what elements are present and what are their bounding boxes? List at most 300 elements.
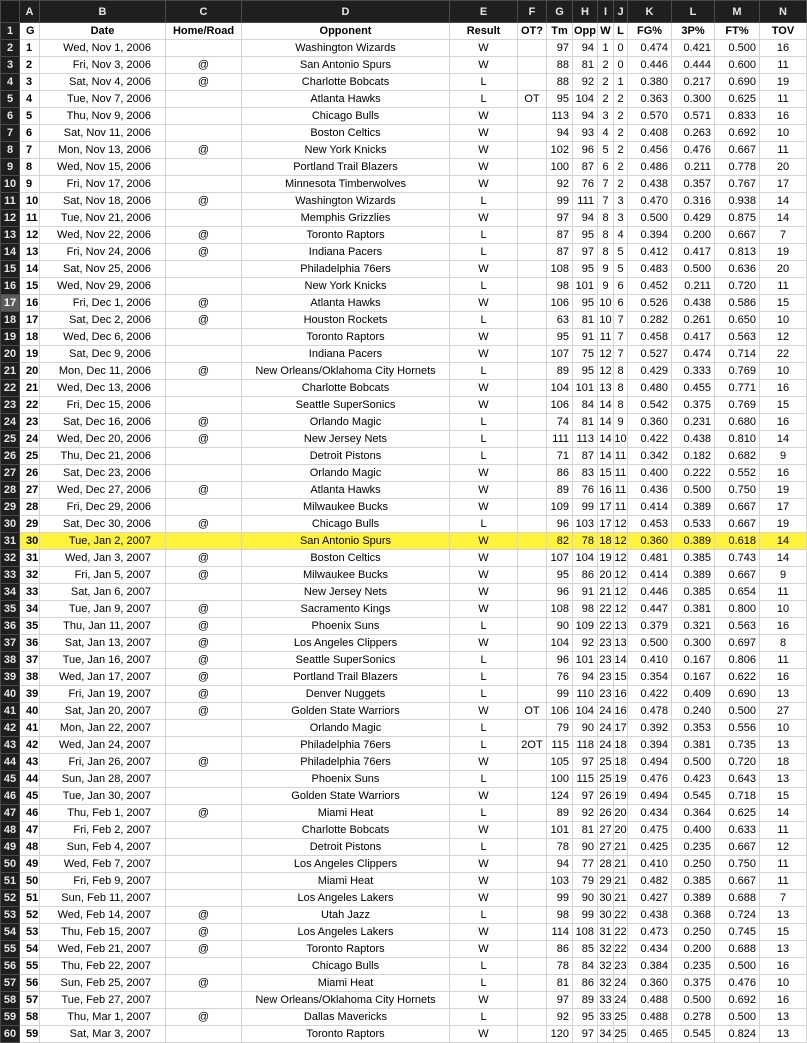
cell-f13[interactable] [518,227,547,244]
cell-g5[interactable]: 95 [547,91,573,108]
cell-d11[interactable]: Washington Wizards [242,193,450,210]
cell-d29[interactable]: Milwaukee Bucks [242,499,450,516]
cell-j50[interactable]: 21 [614,856,628,873]
cell-a51[interactable]: 50 [20,873,40,890]
cell-g60[interactable]: 120 [547,1026,573,1043]
cell-d58[interactable]: New Orleans/Oklahoma City Hornets [242,992,450,1009]
cell-m39[interactable]: 0.622 [715,669,760,686]
cell-e20[interactable]: W [450,346,518,363]
cell-e4[interactable]: L [450,74,518,91]
cell-n52[interactable]: 7 [760,890,807,907]
cell-d25[interactable]: New Jersey Nets [242,431,450,448]
cell-n29[interactable]: 17 [760,499,807,516]
cell-g53[interactable]: 98 [547,907,573,924]
cell-n23[interactable]: 15 [760,397,807,414]
cell-k4[interactable]: 0.380 [628,74,672,91]
cell-a34[interactable]: 33 [20,584,40,601]
cell-i52[interactable]: 30 [598,890,614,907]
cell-g16[interactable]: 98 [547,278,573,295]
cell-e55[interactable]: W [450,941,518,958]
cell-f19[interactable] [518,329,547,346]
cell-d56[interactable]: Chicago Bulls [242,958,450,975]
cell-g29[interactable]: 109 [547,499,573,516]
cell-j17[interactable]: 6 [614,295,628,312]
cell-d48[interactable]: Charlotte Bobcats [242,822,450,839]
cell-f25[interactable] [518,431,547,448]
cell-g6[interactable]: 113 [547,108,573,125]
cell-g59[interactable]: 92 [547,1009,573,1026]
cell-h15[interactable]: 95 [573,261,598,278]
cell-k17[interactable]: 0.526 [628,295,672,312]
cell-d24[interactable]: Orlando Magic [242,414,450,431]
row-header[interactable]: 49 [1,839,20,856]
cell-h40[interactable]: 110 [573,686,598,703]
cell-d14[interactable]: Indiana Pacers [242,244,450,261]
cell-b37[interactable]: Sat, Jan 13, 2007 [40,635,166,652]
cell-i36[interactable]: 22 [598,618,614,635]
cell-a60[interactable]: 59 [20,1026,40,1043]
cell-n50[interactable]: 11 [760,856,807,873]
row-header[interactable]: 3 [1,57,20,74]
cell-k26[interactable]: 0.342 [628,448,672,465]
cell-e38[interactable]: L [450,652,518,669]
cell-k60[interactable]: 0.465 [628,1026,672,1043]
cell-l21[interactable]: 0.333 [672,363,715,380]
cell-g55[interactable]: 86 [547,941,573,958]
cell-h50[interactable]: 77 [573,856,598,873]
cell-b13[interactable]: Wed, Nov 22, 2006 [40,227,166,244]
cell-n44[interactable]: 18 [760,754,807,771]
cell-k13[interactable]: 0.394 [628,227,672,244]
cell-e46[interactable]: W [450,788,518,805]
cell-g33[interactable]: 95 [547,567,573,584]
cell-g47[interactable]: 89 [547,805,573,822]
cell-f4[interactable] [518,74,547,91]
cell-l47[interactable]: 0.364 [672,805,715,822]
cell-b58[interactable]: Tue, Feb 27, 2007 [40,992,166,1009]
row-header[interactable]: 45 [1,771,20,788]
cell-m31[interactable]: 0.618 [715,533,760,550]
cell-j38[interactable]: 14 [614,652,628,669]
cell-n20[interactable]: 22 [760,346,807,363]
cell-g54[interactable]: 114 [547,924,573,941]
cell-l14[interactable]: 0.417 [672,244,715,261]
cell-l35[interactable]: 0.381 [672,601,715,618]
cell-k35[interactable]: 0.447 [628,601,672,618]
cell-e10[interactable]: W [450,176,518,193]
cell-d4[interactable]: Charlotte Bobcats [242,74,450,91]
cell-b36[interactable]: Thu, Jan 11, 2007 [40,618,166,635]
cell-e60[interactable]: W [450,1026,518,1043]
cell-c37[interactable]: @ [166,635,242,652]
cell-a54[interactable]: 53 [20,924,40,941]
cell-h48[interactable]: 81 [573,822,598,839]
cell-l4[interactable]: 0.217 [672,74,715,91]
cell-m50[interactable]: 0.750 [715,856,760,873]
cell-h30[interactable]: 103 [573,516,598,533]
cell-a16[interactable]: 15 [20,278,40,295]
cell-m43[interactable]: 0.735 [715,737,760,754]
row-header[interactable]: 30 [1,516,20,533]
cell-e21[interactable]: L [450,363,518,380]
cell-k39[interactable]: 0.354 [628,669,672,686]
row-header[interactable]: 6 [1,108,20,125]
cell-n1[interactable]: TOV [760,23,807,40]
cell-m12[interactable]: 0.875 [715,210,760,227]
cell-d60[interactable]: Toronto Raptors [242,1026,450,1043]
cell-l8[interactable]: 0.476 [672,142,715,159]
cell-d53[interactable]: Utah Jazz [242,907,450,924]
cell-f55[interactable] [518,941,547,958]
cell-a57[interactable]: 56 [20,975,40,992]
cell-h39[interactable]: 94 [573,669,598,686]
cell-l41[interactable]: 0.240 [672,703,715,720]
cell-c15[interactable] [166,261,242,278]
cell-m36[interactable]: 0.563 [715,618,760,635]
cell-e16[interactable]: L [450,278,518,295]
cell-g20[interactable]: 107 [547,346,573,363]
row-header[interactable]: 34 [1,584,20,601]
row-header[interactable]: 23 [1,397,20,414]
row-header[interactable]: 16 [1,278,20,295]
cell-h47[interactable]: 92 [573,805,598,822]
cell-b60[interactable]: Sat, Mar 3, 2007 [40,1026,166,1043]
cell-j26[interactable]: 11 [614,448,628,465]
cell-k48[interactable]: 0.475 [628,822,672,839]
cell-m46[interactable]: 0.718 [715,788,760,805]
cell-i43[interactable]: 24 [598,737,614,754]
cell-l23[interactable]: 0.375 [672,397,715,414]
cell-f29[interactable] [518,499,547,516]
cell-g35[interactable]: 108 [547,601,573,618]
cell-j12[interactable]: 3 [614,210,628,227]
cell-m4[interactable]: 0.690 [715,74,760,91]
cell-g37[interactable]: 104 [547,635,573,652]
cell-e47[interactable]: L [450,805,518,822]
cell-a41[interactable]: 40 [20,703,40,720]
row-header[interactable]: 33 [1,567,20,584]
cell-e32[interactable]: W [450,550,518,567]
cell-i19[interactable]: 11 [598,329,614,346]
cell-k44[interactable]: 0.494 [628,754,672,771]
cell-d28[interactable]: Atlanta Hawks [242,482,450,499]
cell-d57[interactable]: Miami Heat [242,975,450,992]
row-header[interactable]: 59 [1,1009,20,1026]
cell-k47[interactable]: 0.434 [628,805,672,822]
cell-k52[interactable]: 0.427 [628,890,672,907]
cell-k5[interactable]: 0.363 [628,91,672,108]
cell-h60[interactable]: 97 [573,1026,598,1043]
row-header[interactable]: 18 [1,312,20,329]
cell-n46[interactable]: 15 [760,788,807,805]
cell-n12[interactable]: 14 [760,210,807,227]
cell-k8[interactable]: 0.456 [628,142,672,159]
cell-e12[interactable]: W [450,210,518,227]
cell-j47[interactable]: 20 [614,805,628,822]
cell-e23[interactable]: W [450,397,518,414]
row-header[interactable]: 1 [1,23,20,40]
cell-c40[interactable]: @ [166,686,242,703]
cell-e50[interactable]: W [450,856,518,873]
cell-n13[interactable]: 7 [760,227,807,244]
cell-i34[interactable]: 21 [598,584,614,601]
cell-l45[interactable]: 0.423 [672,771,715,788]
cell-l24[interactable]: 0.231 [672,414,715,431]
cell-k46[interactable]: 0.494 [628,788,672,805]
cell-l25[interactable]: 0.438 [672,431,715,448]
cell-n15[interactable]: 20 [760,261,807,278]
cell-d19[interactable]: Toronto Raptors [242,329,450,346]
cell-k19[interactable]: 0.458 [628,329,672,346]
cell-c11[interactable]: @ [166,193,242,210]
cell-e2[interactable]: W [450,40,518,57]
cell-f5[interactable]: OT [518,91,547,108]
cell-b1[interactable]: Date [40,23,166,40]
cell-j55[interactable]: 22 [614,941,628,958]
cell-k7[interactable]: 0.408 [628,125,672,142]
cell-l12[interactable]: 0.429 [672,210,715,227]
cell-m52[interactable]: 0.688 [715,890,760,907]
cell-i18[interactable]: 10 [598,312,614,329]
cell-h36[interactable]: 109 [573,618,598,635]
cell-a46[interactable]: 45 [20,788,40,805]
cell-i16[interactable]: 9 [598,278,614,295]
cell-b34[interactable]: Sat, Jan 6, 2007 [40,584,166,601]
cell-g14[interactable]: 87 [547,244,573,261]
cell-d20[interactable]: Indiana Pacers [242,346,450,363]
cell-m51[interactable]: 0.667 [715,873,760,890]
cell-h16[interactable]: 101 [573,278,598,295]
row-header[interactable]: 8 [1,142,20,159]
row-header[interactable]: 47 [1,805,20,822]
cell-j14[interactable]: 5 [614,244,628,261]
cell-f11[interactable] [518,193,547,210]
cell-i23[interactable]: 14 [598,397,614,414]
cell-l59[interactable]: 0.278 [672,1009,715,1026]
cell-b16[interactable]: Wed, Nov 29, 2006 [40,278,166,295]
cell-j22[interactable]: 8 [614,380,628,397]
cell-j9[interactable]: 2 [614,159,628,176]
cell-l15[interactable]: 0.500 [672,261,715,278]
cell-e35[interactable]: W [450,601,518,618]
cell-h44[interactable]: 97 [573,754,598,771]
cell-c5[interactable] [166,91,242,108]
cell-h58[interactable]: 89 [573,992,598,1009]
cell-h20[interactable]: 75 [573,346,598,363]
column-header-j[interactable]: J [614,1,628,23]
cell-i4[interactable]: 2 [598,74,614,91]
cell-f50[interactable] [518,856,547,873]
cell-c2[interactable] [166,40,242,57]
cell-l1[interactable]: 3P% [672,23,715,40]
cell-m25[interactable]: 0.810 [715,431,760,448]
cell-l52[interactable]: 0.389 [672,890,715,907]
cell-h25[interactable]: 113 [573,431,598,448]
cell-e27[interactable]: W [450,465,518,482]
cell-a20[interactable]: 19 [20,346,40,363]
cell-n25[interactable]: 14 [760,431,807,448]
cell-l27[interactable]: 0.222 [672,465,715,482]
cell-h54[interactable]: 108 [573,924,598,941]
cell-m20[interactable]: 0.714 [715,346,760,363]
cell-n27[interactable]: 16 [760,465,807,482]
cell-m30[interactable]: 0.667 [715,516,760,533]
cell-m16[interactable]: 0.720 [715,278,760,295]
cell-k14[interactable]: 0.412 [628,244,672,261]
cell-f49[interactable] [518,839,547,856]
cell-j39[interactable]: 15 [614,669,628,686]
cell-h55[interactable]: 85 [573,941,598,958]
cell-a28[interactable]: 27 [20,482,40,499]
cell-j46[interactable]: 19 [614,788,628,805]
cell-i9[interactable]: 6 [598,159,614,176]
row-header[interactable]: 53 [1,907,20,924]
column-header-e[interactable]: E [450,1,518,23]
cell-e30[interactable]: L [450,516,518,533]
cell-m27[interactable]: 0.552 [715,465,760,482]
cell-m23[interactable]: 0.769 [715,397,760,414]
cell-a6[interactable]: 5 [20,108,40,125]
cell-f48[interactable] [518,822,547,839]
cell-m10[interactable]: 0.767 [715,176,760,193]
cell-l32[interactable]: 0.385 [672,550,715,567]
cell-b12[interactable]: Tue, Nov 21, 2006 [40,210,166,227]
cell-c47[interactable]: @ [166,805,242,822]
cell-b52[interactable]: Sun, Feb 11, 2007 [40,890,166,907]
cell-c52[interactable] [166,890,242,907]
cell-e14[interactable]: L [450,244,518,261]
cell-e51[interactable]: W [450,873,518,890]
cell-i6[interactable]: 3 [598,108,614,125]
cell-k29[interactable]: 0.414 [628,499,672,516]
cell-f51[interactable] [518,873,547,890]
cell-c34[interactable] [166,584,242,601]
row-header[interactable]: 19 [1,329,20,346]
cell-l19[interactable]: 0.417 [672,329,715,346]
cell-i46[interactable]: 26 [598,788,614,805]
cell-c60[interactable] [166,1026,242,1043]
cell-n47[interactable]: 14 [760,805,807,822]
cell-a25[interactable]: 24 [20,431,40,448]
cell-i56[interactable]: 32 [598,958,614,975]
cell-a15[interactable]: 14 [20,261,40,278]
cell-k56[interactable]: 0.384 [628,958,672,975]
cell-e19[interactable]: W [450,329,518,346]
row-header[interactable]: 7 [1,125,20,142]
cell-a32[interactable]: 31 [20,550,40,567]
cell-h42[interactable]: 90 [573,720,598,737]
cell-c42[interactable] [166,720,242,737]
cell-h49[interactable]: 90 [573,839,598,856]
cell-f6[interactable] [518,108,547,125]
cell-b41[interactable]: Sat, Jan 20, 2007 [40,703,166,720]
row-header[interactable]: 29 [1,499,20,516]
cell-a42[interactable]: 41 [20,720,40,737]
cell-b42[interactable]: Mon, Jan 22, 2007 [40,720,166,737]
cell-l13[interactable]: 0.200 [672,227,715,244]
cell-i31[interactable]: 18 [598,533,614,550]
column-header-d[interactable]: D [242,1,450,23]
cell-n41[interactable]: 27 [760,703,807,720]
cell-j21[interactable]: 8 [614,363,628,380]
cell-m33[interactable]: 0.667 [715,567,760,584]
cell-l56[interactable]: 0.235 [672,958,715,975]
cell-h29[interactable]: 99 [573,499,598,516]
cell-i45[interactable]: 25 [598,771,614,788]
cell-c13[interactable]: @ [166,227,242,244]
cell-a39[interactable]: 38 [20,669,40,686]
cell-n2[interactable]: 16 [760,40,807,57]
cell-b51[interactable]: Fri, Feb 9, 2007 [40,873,166,890]
cell-d43[interactable]: Philadelphia 76ers [242,737,450,754]
cell-i10[interactable]: 7 [598,176,614,193]
cell-a52[interactable]: 51 [20,890,40,907]
cell-f46[interactable] [518,788,547,805]
cell-c33[interactable]: @ [166,567,242,584]
cell-f37[interactable] [518,635,547,652]
cell-d59[interactable]: Dallas Mavericks [242,1009,450,1026]
cell-l5[interactable]: 0.300 [672,91,715,108]
row-header[interactable]: 55 [1,941,20,958]
cell-b47[interactable]: Thu, Feb 1, 2007 [40,805,166,822]
cell-c59[interactable]: @ [166,1009,242,1026]
cell-m22[interactable]: 0.771 [715,380,760,397]
column-header-k[interactable]: K [628,1,672,23]
cell-j56[interactable]: 23 [614,958,628,975]
cell-n32[interactable]: 14 [760,550,807,567]
cell-j42[interactable]: 17 [614,720,628,737]
cell-m38[interactable]: 0.806 [715,652,760,669]
cell-h43[interactable]: 118 [573,737,598,754]
cell-j6[interactable]: 2 [614,108,628,125]
cell-l44[interactable]: 0.500 [672,754,715,771]
cell-g41[interactable]: 106 [547,703,573,720]
cell-b27[interactable]: Sat, Dec 23, 2006 [40,465,166,482]
row-header[interactable]: 37 [1,635,20,652]
cell-l54[interactable]: 0.250 [672,924,715,941]
cell-l3[interactable]: 0.444 [672,57,715,74]
cell-h4[interactable]: 92 [573,74,598,91]
cell-n22[interactable]: 16 [760,380,807,397]
row-header[interactable]: 14 [1,244,20,261]
cell-m56[interactable]: 0.500 [715,958,760,975]
column-header-a[interactable]: A [20,1,40,23]
cell-e48[interactable]: W [450,822,518,839]
cell-i59[interactable]: 33 [598,1009,614,1026]
column-header-i[interactable]: I [598,1,614,23]
cell-f31[interactable] [518,533,547,550]
cell-g26[interactable]: 71 [547,448,573,465]
cell-k1[interactable]: FG% [628,23,672,40]
cell-b39[interactable]: Wed, Jan 17, 2007 [40,669,166,686]
cell-c25[interactable]: @ [166,431,242,448]
cell-m54[interactable]: 0.745 [715,924,760,941]
cell-e18[interactable]: L [450,312,518,329]
cell-n55[interactable]: 13 [760,941,807,958]
cell-j60[interactable]: 25 [614,1026,628,1043]
cell-i11[interactable]: 7 [598,193,614,210]
cell-j53[interactable]: 22 [614,907,628,924]
cell-i60[interactable]: 34 [598,1026,614,1043]
cell-j25[interactable]: 10 [614,431,628,448]
cell-c54[interactable]: @ [166,924,242,941]
cell-i39[interactable]: 23 [598,669,614,686]
cell-f35[interactable] [518,601,547,618]
cell-k49[interactable]: 0.425 [628,839,672,856]
cell-d32[interactable]: Boston Celtics [242,550,450,567]
cell-a2[interactable]: 1 [20,40,40,57]
cell-n6[interactable]: 16 [760,108,807,125]
